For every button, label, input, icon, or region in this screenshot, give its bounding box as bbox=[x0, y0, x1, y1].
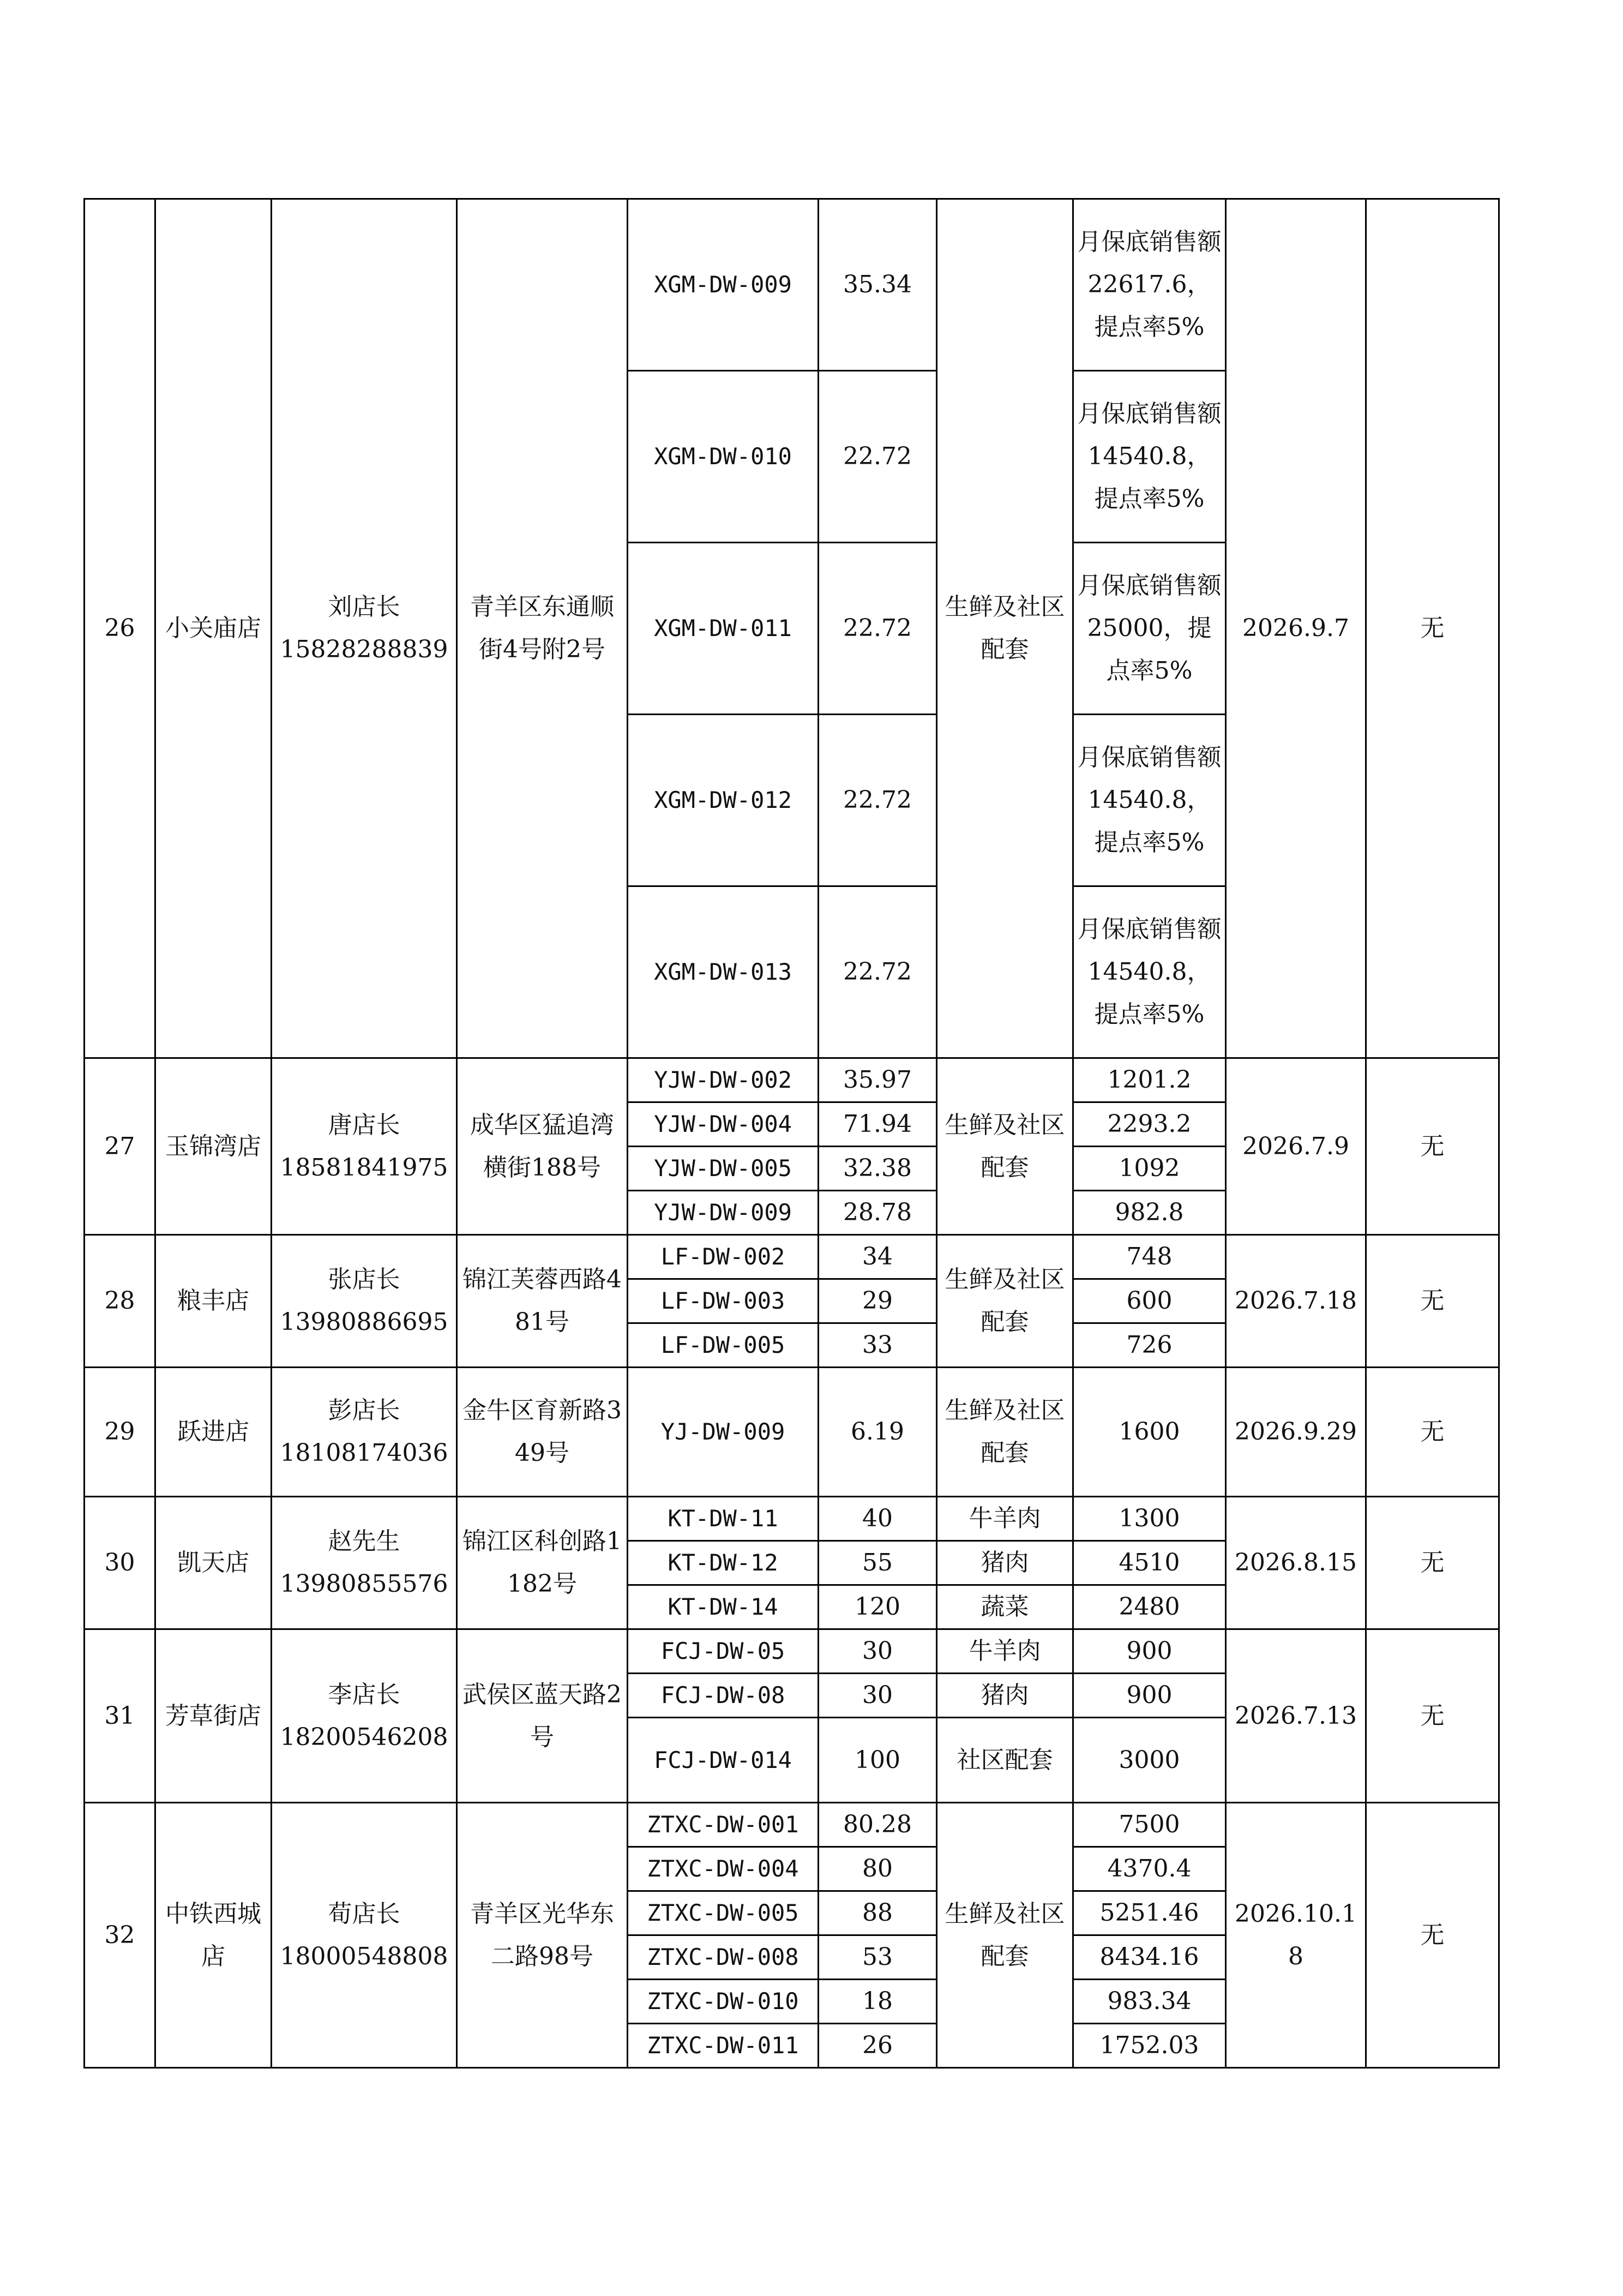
unit-code: YJW-DW-004 bbox=[628, 1102, 819, 1147]
store-contact bbox=[272, 1368, 457, 1497]
unit-area: 18 bbox=[819, 1980, 937, 2024]
unit-area: 88 bbox=[819, 1891, 937, 1935]
store-no: 26 bbox=[85, 199, 155, 1058]
remark: 无 bbox=[1366, 1497, 1499, 1629]
contact-name: 荀店长 bbox=[328, 1899, 400, 1928]
unit-area: 120 bbox=[819, 1585, 937, 1629]
unit-area: 53 bbox=[819, 1935, 937, 1980]
contact-phone: 18581841975 bbox=[280, 1153, 448, 1182]
table-row bbox=[85, 1497, 1499, 1541]
remark: 无 bbox=[1366, 1235, 1499, 1368]
store-contact bbox=[272, 199, 457, 1058]
rent-terms: 5251.46 bbox=[1073, 1891, 1226, 1935]
store-address: 锦江芙蓉西路481号 bbox=[457, 1235, 628, 1368]
store-name: 跃进店 bbox=[155, 1368, 272, 1497]
remark: 无 bbox=[1366, 1629, 1499, 1803]
unit-code: ZTXC-DW-011 bbox=[628, 2024, 819, 2068]
unit-code: XGM-DW-012 bbox=[628, 715, 819, 886]
store-contact bbox=[272, 1629, 457, 1803]
unit-code: YJW-DW-005 bbox=[628, 1147, 819, 1191]
remark: 无 bbox=[1366, 1058, 1499, 1235]
unit-area: 100 bbox=[819, 1718, 937, 1803]
unit-area: 71.94 bbox=[819, 1102, 937, 1147]
contact-phone: 13980855576 bbox=[280, 1570, 448, 1598]
unit-code: KT-DW-12 bbox=[628, 1541, 819, 1585]
unit-code: ZTXC-DW-010 bbox=[628, 1980, 819, 2024]
rent-terms: 1600 bbox=[1073, 1368, 1226, 1497]
contact-phone: 18200546208 bbox=[280, 1723, 448, 1751]
unit-code: YJ-DW-009 bbox=[628, 1368, 819, 1497]
unit-area: 34 bbox=[819, 1235, 937, 1279]
rent-terms: 900 bbox=[1073, 1674, 1226, 1718]
store-address: 金牛区育新路349号 bbox=[457, 1368, 628, 1497]
rent-terms: 982.8 bbox=[1073, 1191, 1226, 1235]
unit-area: 22.72 bbox=[819, 715, 937, 886]
rent-terms: 4510 bbox=[1073, 1541, 1226, 1585]
business-category: 牛羊肉 bbox=[937, 1629, 1073, 1674]
store-name: 粮丰店 bbox=[155, 1235, 272, 1368]
store-no: 31 bbox=[85, 1629, 155, 1803]
rent-terms: 月保底销售额14540.8，提点率5% bbox=[1073, 886, 1226, 1058]
unit-code: YJW-DW-002 bbox=[628, 1058, 819, 1102]
unit-code: KT-DW-14 bbox=[628, 1585, 819, 1629]
table-row bbox=[85, 199, 1499, 371]
contact-phone: 18108174036 bbox=[280, 1439, 448, 1467]
unit-code: ZTXC-DW-005 bbox=[628, 1891, 819, 1935]
business-category: 生鲜及社区配套 bbox=[937, 1235, 1073, 1368]
store-address: 青羊区光华东二路98号 bbox=[457, 1803, 628, 2068]
unit-area: 30 bbox=[819, 1629, 937, 1674]
store-name: 玉锦湾店 bbox=[155, 1058, 272, 1235]
contact-phone: 13980886695 bbox=[280, 1308, 448, 1336]
remark: 无 bbox=[1366, 1368, 1499, 1497]
expiry-date: 2026.7.13 bbox=[1226, 1629, 1366, 1803]
unit-code: XGM-DW-009 bbox=[628, 199, 819, 371]
unit-area: 80.28 bbox=[819, 1803, 937, 1847]
rent-terms: 8434.16 bbox=[1073, 1935, 1226, 1980]
rent-terms: 600 bbox=[1073, 1279, 1226, 1323]
store-address: 青羊区东通顺街4号附2号 bbox=[457, 199, 628, 1058]
unit-area: 40 bbox=[819, 1497, 937, 1541]
rent-terms: 900 bbox=[1073, 1629, 1226, 1674]
table-row bbox=[85, 1058, 1499, 1102]
rent-terms: 1752.03 bbox=[1073, 2024, 1226, 2068]
unit-code: XGM-DW-013 bbox=[628, 886, 819, 1058]
rent-terms: 983.34 bbox=[1073, 1980, 1226, 2024]
unit-area: 28.78 bbox=[819, 1191, 937, 1235]
store-address: 锦江区科创路1182号 bbox=[457, 1497, 628, 1629]
business-category: 生鲜及社区配套 bbox=[937, 1803, 1073, 2068]
unit-area: 6.19 bbox=[819, 1368, 937, 1497]
contact-name: 唐店长 bbox=[328, 1111, 400, 1139]
unit-code: KT-DW-11 bbox=[628, 1497, 819, 1541]
unit-code: FCJ-DW-014 bbox=[628, 1718, 819, 1803]
rent-terms: 月保底销售额25000，提点率5% bbox=[1073, 543, 1226, 715]
unit-area: 55 bbox=[819, 1541, 937, 1585]
unit-area: 35.97 bbox=[819, 1058, 937, 1102]
expiry-date: 2026.9.29 bbox=[1226, 1368, 1366, 1497]
contact-phone: 18000548808 bbox=[280, 1942, 448, 1970]
contact-name: 张店长 bbox=[328, 1266, 400, 1293]
table-row bbox=[85, 1803, 1499, 1847]
contact-name: 刘店长 bbox=[328, 593, 400, 621]
business-category: 生鲜及社区配套 bbox=[937, 1058, 1073, 1235]
expiry-date: 2026.7.18 bbox=[1226, 1235, 1366, 1368]
expiry-date: 2026.10.18 bbox=[1226, 1803, 1366, 2068]
contact-name: 李店长 bbox=[328, 1680, 400, 1708]
unit-code: ZTXC-DW-001 bbox=[628, 1803, 819, 1847]
unit-area: 26 bbox=[819, 2024, 937, 2068]
store-contact bbox=[272, 1058, 457, 1235]
expiry-date: 2026.7.9 bbox=[1226, 1058, 1366, 1235]
business-category: 牛羊肉 bbox=[937, 1497, 1073, 1541]
store-contact bbox=[272, 1235, 457, 1368]
expiry-date: 2026.9.7 bbox=[1226, 199, 1366, 1058]
business-category: 社区配套 bbox=[937, 1718, 1073, 1803]
rent-terms: 月保底销售额14540.8，提点率5% bbox=[1073, 371, 1226, 543]
unit-code: LF-DW-005 bbox=[628, 1323, 819, 1368]
unit-code: FCJ-DW-05 bbox=[628, 1629, 819, 1674]
unit-area: 32.38 bbox=[819, 1147, 937, 1191]
unit-code: FCJ-DW-08 bbox=[628, 1674, 819, 1718]
store-address: 成华区猛追湾横街188号 bbox=[457, 1058, 628, 1235]
contact-name: 彭店长 bbox=[328, 1396, 400, 1424]
store-contact bbox=[272, 1803, 457, 2068]
business-category: 猪肉 bbox=[937, 1541, 1073, 1585]
store-no: 27 bbox=[85, 1058, 155, 1235]
unit-code: ZTXC-DW-008 bbox=[628, 1935, 819, 1980]
rent-terms: 月保底销售额22617.6，提点率5% bbox=[1073, 199, 1226, 371]
unit-area: 30 bbox=[819, 1674, 937, 1718]
store-name: 凯天店 bbox=[155, 1497, 272, 1629]
business-category: 蔬菜 bbox=[937, 1585, 1073, 1629]
store-name: 芳草街店 bbox=[155, 1629, 272, 1803]
business-category: 生鲜及社区配套 bbox=[937, 1368, 1073, 1497]
unit-code: LF-DW-002 bbox=[628, 1235, 819, 1279]
store-lease-table bbox=[83, 198, 1500, 2069]
table-row bbox=[85, 1368, 1499, 1497]
store-no: 28 bbox=[85, 1235, 155, 1368]
unit-area: 33 bbox=[819, 1323, 937, 1368]
rent-terms: 1092 bbox=[1073, 1147, 1226, 1191]
table-row bbox=[85, 1629, 1499, 1674]
store-contact bbox=[272, 1497, 457, 1629]
unit-code: YJW-DW-009 bbox=[628, 1191, 819, 1235]
store-no: 29 bbox=[85, 1368, 155, 1497]
rent-terms: 1300 bbox=[1073, 1497, 1226, 1541]
unit-area: 22.72 bbox=[819, 371, 937, 543]
rent-terms: 7500 bbox=[1073, 1803, 1226, 1847]
rent-terms: 1201.2 bbox=[1073, 1058, 1226, 1102]
store-no: 30 bbox=[85, 1497, 155, 1629]
table-row bbox=[85, 1235, 1499, 1279]
unit-code: XGM-DW-010 bbox=[628, 371, 819, 543]
unit-area: 80 bbox=[819, 1847, 937, 1891]
store-no: 32 bbox=[85, 1803, 155, 2068]
remark: 无 bbox=[1366, 1803, 1499, 2068]
remark: 无 bbox=[1366, 199, 1499, 1058]
rent-terms: 2293.2 bbox=[1073, 1102, 1226, 1147]
unit-code: XGM-DW-011 bbox=[628, 543, 819, 715]
unit-area: 35.34 bbox=[819, 199, 937, 371]
rent-terms: 月保底销售额14540.8，提点率5% bbox=[1073, 715, 1226, 886]
expiry-date: 2026.8.15 bbox=[1226, 1497, 1366, 1629]
unit-area: 22.72 bbox=[819, 886, 937, 1058]
rent-terms: 726 bbox=[1073, 1323, 1226, 1368]
unit-code: LF-DW-003 bbox=[628, 1279, 819, 1323]
unit-area: 29 bbox=[819, 1279, 937, 1323]
store-address: 武侯区蓝天路2号 bbox=[457, 1629, 628, 1803]
business-category: 生鲜及社区配套 bbox=[937, 199, 1073, 1058]
unit-area: 22.72 bbox=[819, 543, 937, 715]
store-name: 中铁西城店 bbox=[155, 1803, 272, 2068]
contact-phone: 15828288839 bbox=[280, 636, 448, 663]
unit-code: ZTXC-DW-004 bbox=[628, 1847, 819, 1891]
rent-terms: 2480 bbox=[1073, 1585, 1226, 1629]
business-category: 猪肉 bbox=[937, 1674, 1073, 1718]
rent-terms: 4370.4 bbox=[1073, 1847, 1226, 1891]
rent-terms: 748 bbox=[1073, 1235, 1226, 1279]
store-name: 小关庙店 bbox=[155, 199, 272, 1058]
rent-terms: 3000 bbox=[1073, 1718, 1226, 1803]
contact-name: 赵先生 bbox=[328, 1527, 400, 1555]
